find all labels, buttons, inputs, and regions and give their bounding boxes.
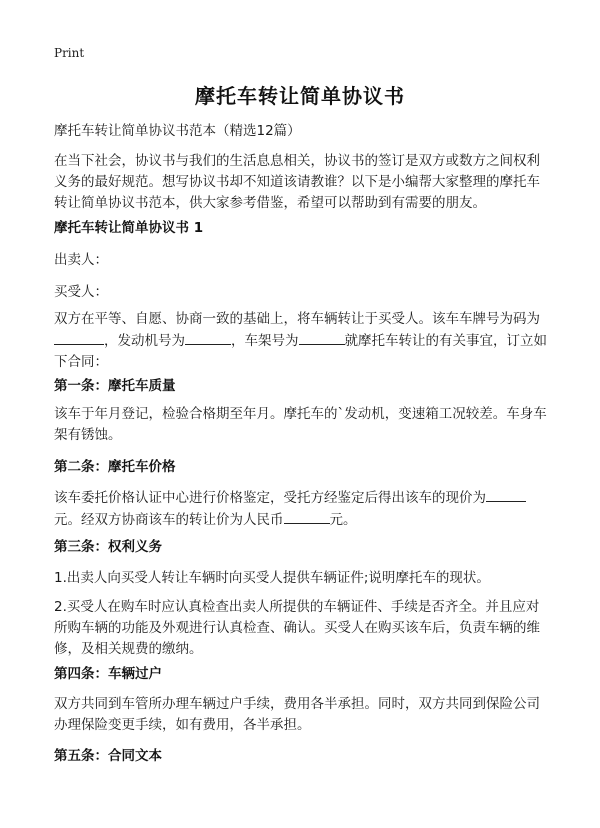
article-2-text (54, 487, 550, 531)
agreement-paragraph (54, 309, 550, 373)
current-price-blank (486, 487, 526, 502)
article-3-item-2: 2.买受人在购车时应认真检查出卖人所提供的车辆证件、手续是否齐全。并且应对所购车辆的功能及外观进行认真检查、确认。买受人在购买该车后，负责车辆的维修，及相关规费的缴纳。 (54, 599, 540, 657)
agreement-text-4: 就摩托车转让的有关事宜，订立如下合同： (54, 333, 547, 370)
article-4-text: 双方共同到车管所办理车辆过户手续，费用各半承担。同时，双方共同到保险公司办理保险变更手续，如有费用，各半承担。 (54, 696, 540, 733)
article-2-text-1: 该车委托价格认证中心进行价格鉴定，受托方经鉴定后得出该车的现价为 (54, 490, 486, 506)
article-3-item-1: 1.出卖人向买受人转让车辆时向买受人提供车辆证件;说明摩托车的现状。 (54, 570, 490, 586)
article-4-heading: 第四条：车辆过户 (54, 666, 162, 682)
article-3-heading: 第三条：权利义务 (54, 539, 162, 555)
intro-paragraph: 在当下社会，协议书与我们的生活息息相关，协议书的签订是双方或数方之间权利义务的最好规范。想写协议书却不知道该请教谁？以下是小编帮大家整理的摩托车转让简单协议书范本，供大家参考借鉴，希望可以帮助到有需要的朋友。 (54, 153, 540, 211)
article-2-text-2: 元。经双方协商该车的转让价为人民币 (54, 512, 284, 528)
engine-number-blank (185, 330, 231, 345)
article-5-heading: 第五条：合同文本 (54, 748, 162, 764)
document-title: 摩托车转让简单协议书 (195, 84, 405, 108)
transfer-price-blank (284, 509, 330, 524)
print-label[interactable]: Print (54, 46, 85, 60)
article-2-text-3: 元。 (329, 512, 357, 528)
agreement-text-1: 双方在平等、自愿、协商一致的基础上，将车辆转让于买受人。该车车牌号为码为 (54, 311, 540, 327)
plate-number-blank (54, 330, 104, 345)
article-1-heading: 第一条：摩托车质量 (54, 378, 176, 394)
article-2-heading: 第二条：摩托车价格 (54, 459, 176, 475)
article-1-text: 该车于年月登记，检验合格期至年月。摩托车的`发动机，变速箱工况较差。车身车架有锈蚀。 (54, 406, 547, 443)
buyer-label: 买受人： (54, 284, 108, 300)
document-subtitle: 摩托车转让简单协议书范本（精选12篇） (54, 123, 301, 139)
seller-label: 出卖人： (54, 252, 108, 268)
agreement-text-3: ，车架号为 (231, 333, 299, 349)
frame-number-blank (299, 330, 345, 345)
agreement-text-2: ，发动机号为 (104, 333, 185, 349)
section-1-heading: 摩托车转让简单协议书 1 (54, 220, 204, 236)
